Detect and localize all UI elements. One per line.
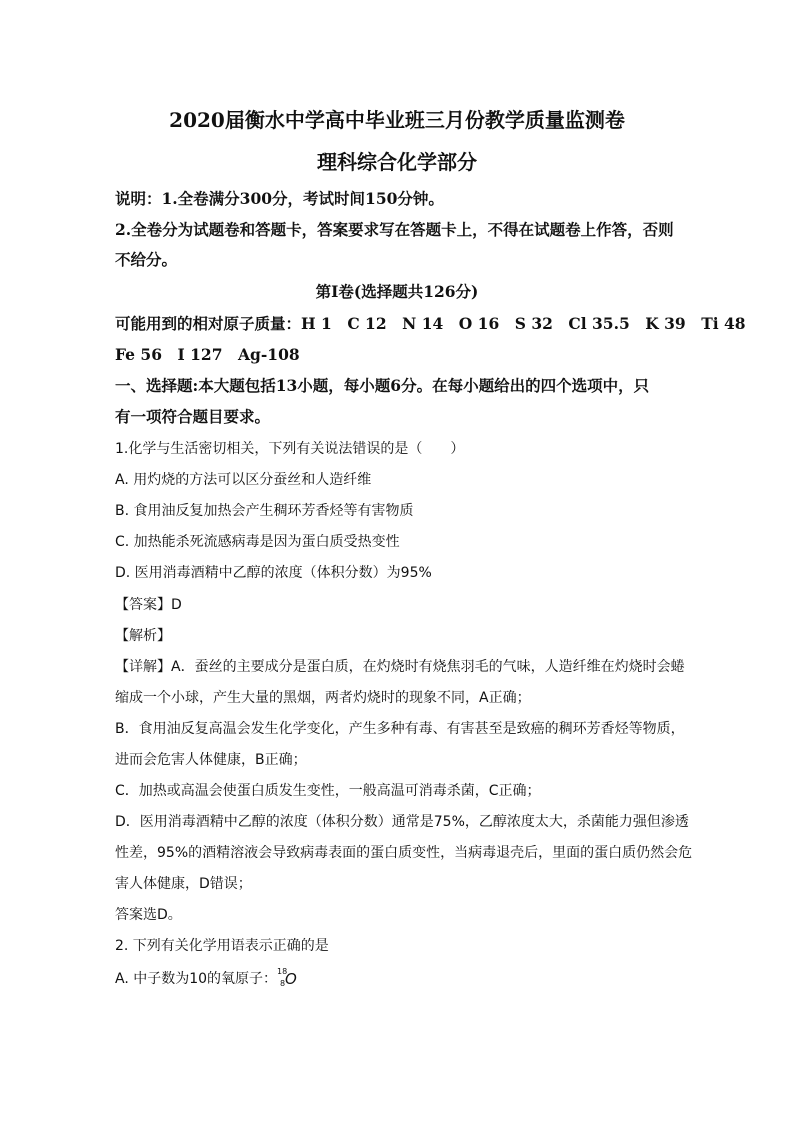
question-1-stem: 1.化学与生活密切相关，下列有关说法错误的是（ ） (115, 441, 465, 457)
question-2-option-a (115, 967, 297, 988)
question-1-option-a: A. 用灼烧的方法可以区分蚕丝和人造纤维 (115, 472, 372, 488)
page-subtitle: 理科综合化学部分 (317, 150, 477, 174)
section-title: 第Ⅰ卷(选择题共126分) (315, 282, 479, 301)
question-1-analysis-label: 【解析】 (115, 628, 171, 644)
isotope-mass-number: 18 (277, 967, 288, 976)
question-1-answer: 【答案】D (115, 597, 182, 613)
note-line-2: 2.全卷分为试题卷和答题卡，答案要求写在答题卡上，不得在试题卷上作答，否则 (115, 220, 674, 239)
question-1-conclusion: 答案选D。 (115, 907, 182, 923)
question-1-detail-line-6: D．医用消毒酒精中乙醇的浓度（体积分数）通常是75%，乙醇浓度太大，杀菌能力强但渗透 (115, 814, 689, 830)
instructions-line-2: 有一项符合题目要求。 (115, 407, 271, 426)
oxygen-isotope-formula (277, 967, 297, 988)
question-1-detail-line-5: C．加热或高温会使蛋白质发生变性，一般高温可消毒杀菌，C正确； (115, 783, 541, 799)
question-2-stem: 2. 下列有关化学用语表示正确的是 (115, 938, 329, 954)
page-title: 2020届衡水中学高中毕业班三月份教学质量监测卷 (169, 108, 625, 132)
question-1-option-b: B. 食用油反复加热会产生稠环芳香烃等有害物质 (115, 503, 414, 519)
note-line-3: 不给分。 (115, 250, 178, 269)
question-1-detail-line-4: 进而会危害人体健康，B正确； (115, 752, 307, 768)
question-1-detail-line-2: 缩成一个小球，产生大量的黑烟，两者灼烧时的现象不同，A正确； (115, 690, 531, 706)
question-1-detail-line-3: B．食用油反复高温会发生化学变化，产生多种有毒、有害甚至是致癌的稠环芳香烃等物质， (115, 721, 685, 737)
question-2-option-a-text: A. 中子数为10的氧原子： (115, 971, 278, 987)
question-1-option-d: D. 医用消毒酒精中乙醇的浓度（体积分数）为95% (115, 565, 432, 581)
atomic-mass-line-2: Fe 56 I 127 Ag-108 (115, 345, 300, 364)
instructions-line-1: 一、选择题:本大题包括13小题，每小题6分。在每小题给出的四个选项中，只 (115, 376, 650, 395)
question-1-option-c: C. 加热能杀死流感病毒是因为蛋白质受热变性 (115, 534, 400, 550)
isotope-atomic-number: 8 (280, 979, 286, 988)
isotope-symbol: O (285, 970, 297, 988)
question-1-detail-line-7: 性差，95%的酒精溶液会导致病毒表面的蛋白质变性，当病毒退壳后，里面的蛋白质仍然会危 (115, 845, 693, 861)
question-1-detail-line-1: 【详解】A．蚕丝的主要成分是蛋白质，在灼烧时有烧焦羽毛的气味，人造纤维在灼烧时会蜷 (115, 659, 685, 675)
question-1-detail-line-8: 害人体健康，D错误； (115, 876, 252, 892)
note-line-1: 说明：1.全卷满分300分，考试时间150分钟。 (115, 189, 444, 208)
atomic-mass-line-1: 可能用到的相对原子质量：H 1 C 12 N 14 O 16 S 32 Cl 35.5 K 39 Ti 48 (115, 314, 746, 333)
